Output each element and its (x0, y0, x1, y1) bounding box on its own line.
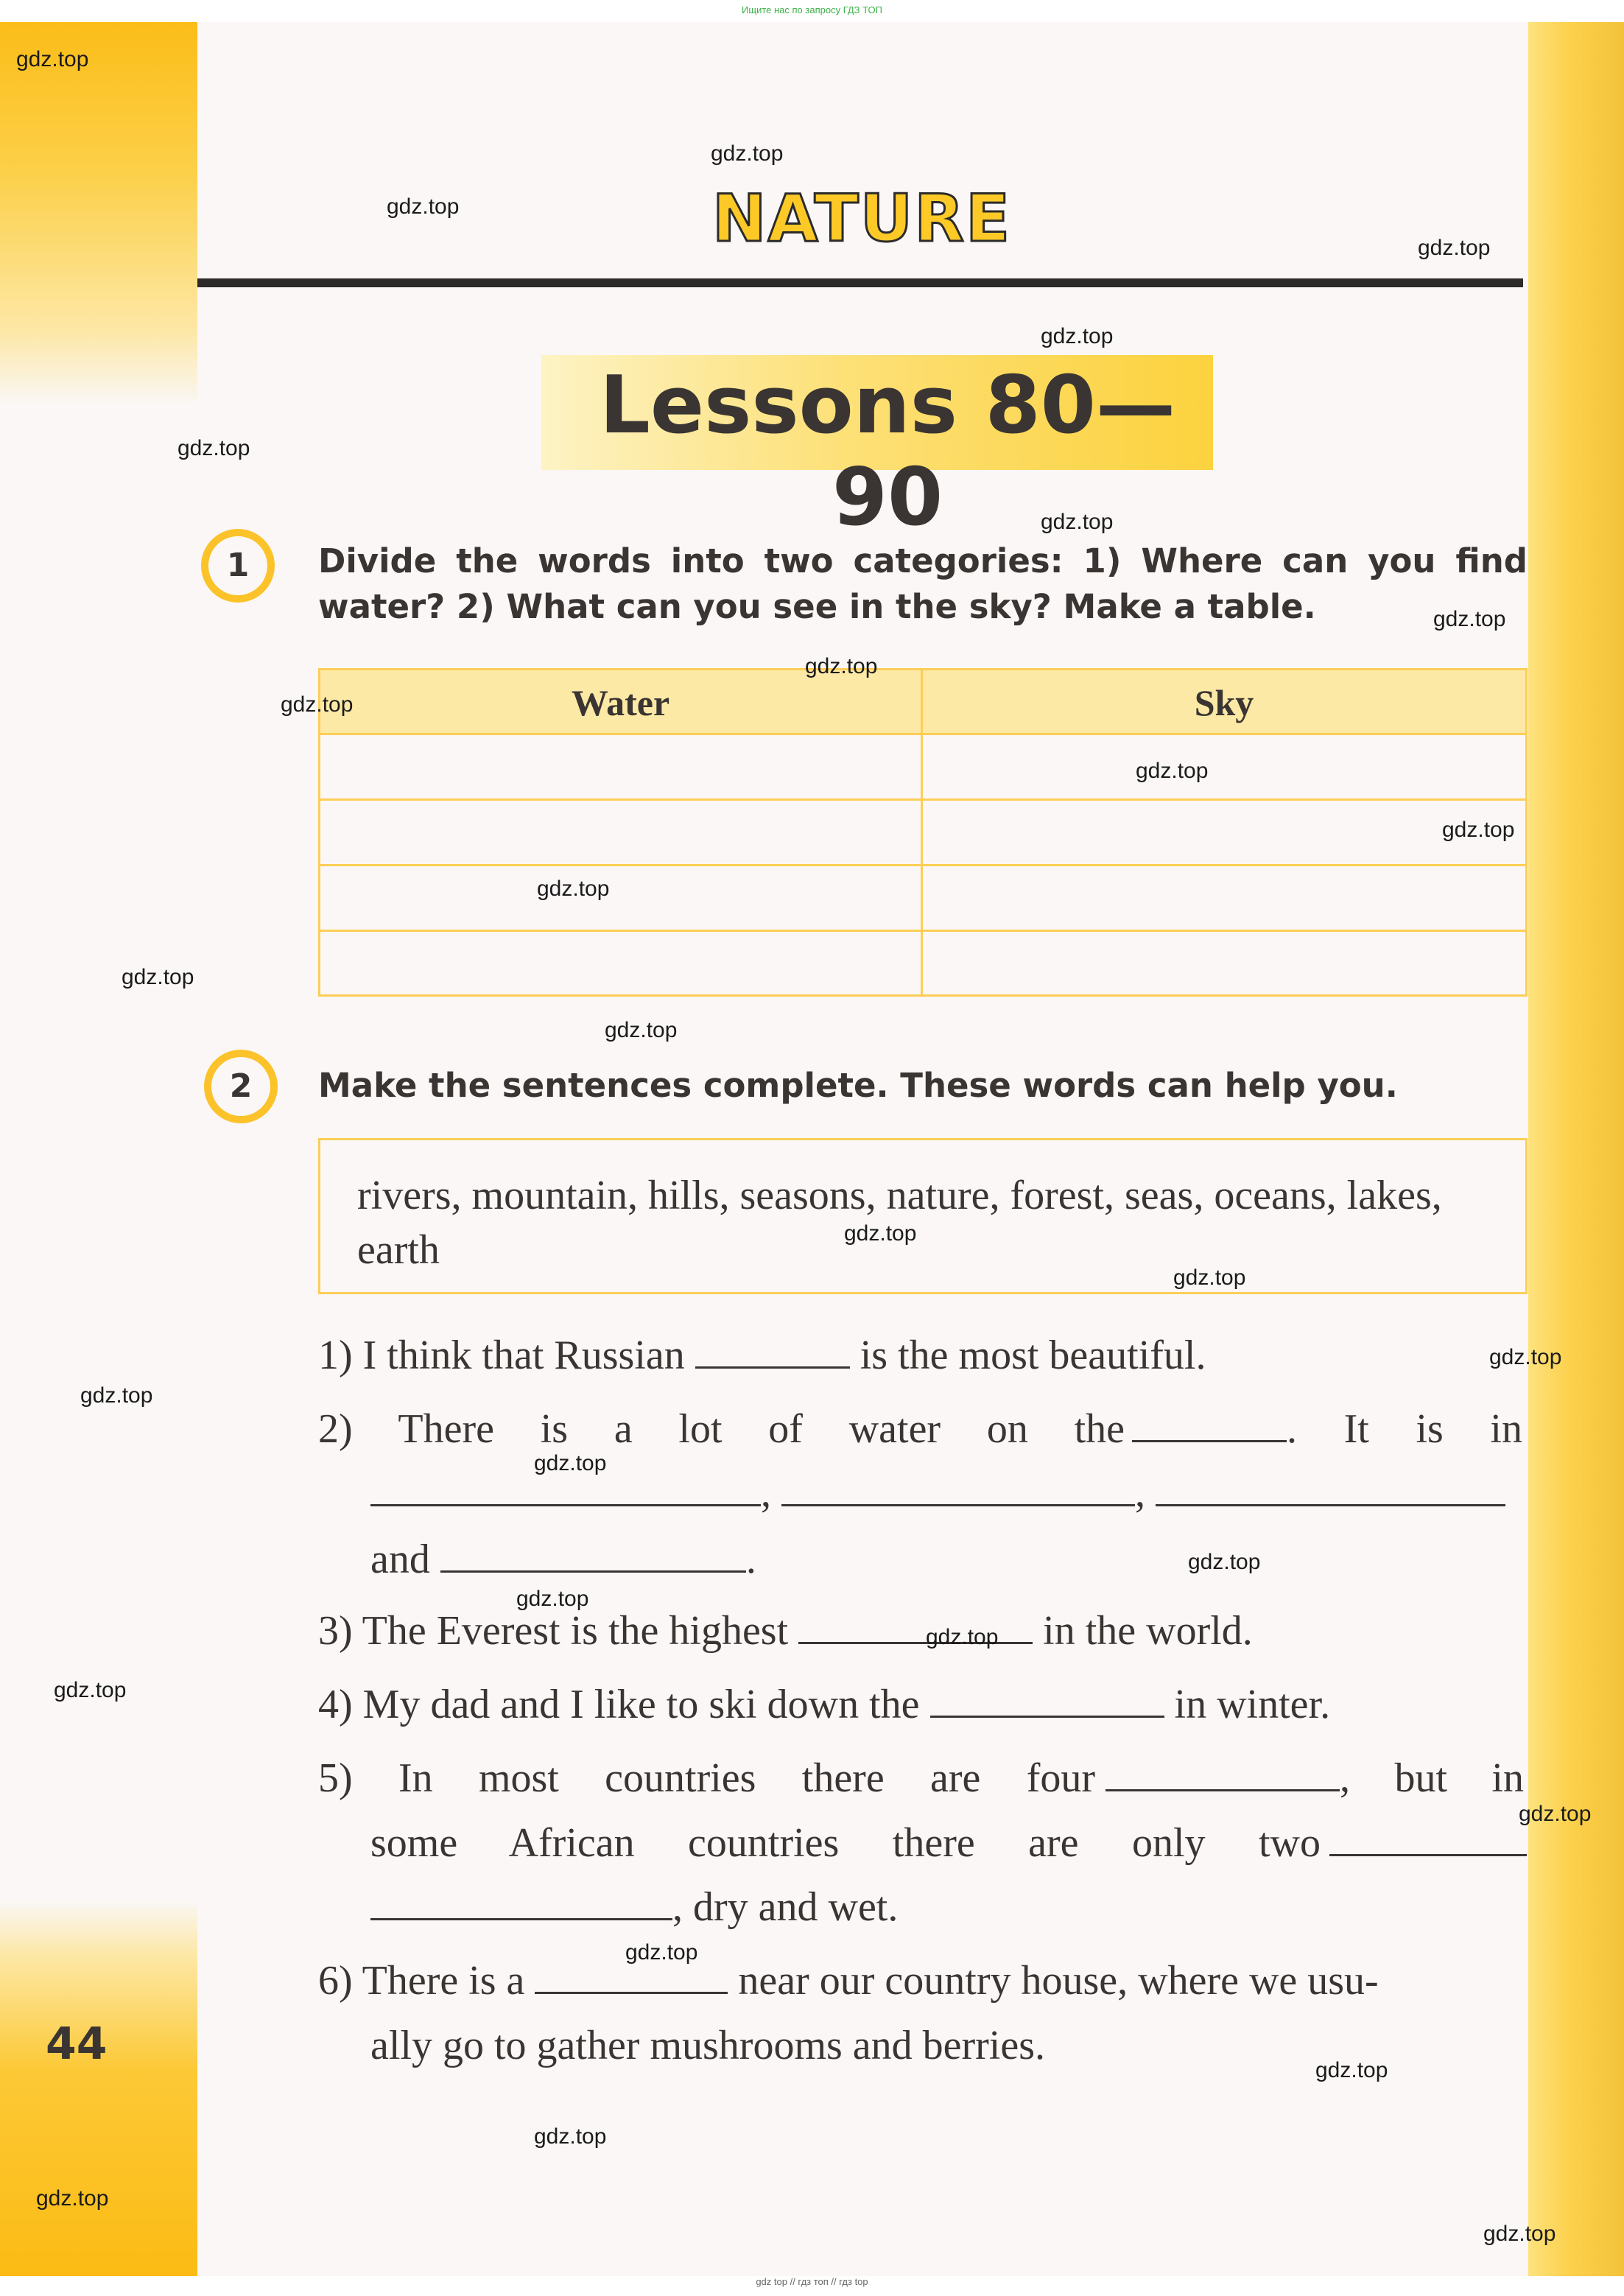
task1-instruction-line1: Divide the words into two categories: 1) Where can you find (318, 541, 1528, 580)
watermark: gdz.top (516, 1587, 589, 1611)
watermark: gdz.top (1173, 1265, 1246, 1290)
watermark: gdz.top (1519, 1802, 1592, 1826)
sentence-3-start: 3) The Everest is the highest (318, 1608, 789, 1654)
sentence-2-period: . (745, 1537, 756, 1582)
blank-field[interactable] (370, 1886, 672, 1920)
left-margin-bottom-decoration (0, 1900, 197, 2276)
watermark: gdz.top (534, 2124, 607, 2149)
sentence-3-end: in the world. (1043, 1608, 1253, 1654)
comma: , (1135, 1470, 1145, 1516)
watermark: gdz.top (1489, 1345, 1562, 1369)
sentence-2-and: and (370, 1537, 430, 1582)
sentence-2-last-line (370, 1536, 756, 1583)
watermark: gdz.top (605, 1018, 678, 1042)
watermark: gdz.top (1136, 759, 1209, 783)
watermark: gdz.top (36, 2186, 109, 2211)
sentence-5-line3 (370, 1884, 898, 1931)
table-cell[interactable] (320, 932, 923, 994)
section-divider (197, 278, 1523, 287)
comma: , (761, 1470, 771, 1516)
sentence-5-start: 5) In most countries there are four (318, 1755, 1095, 1801)
watermark: gdz.top (54, 1678, 127, 1702)
watermark: gdz.top (1433, 607, 1506, 631)
sentence-5-line2 (370, 1819, 1528, 1867)
watermark: gdz.top (711, 141, 784, 166)
water-sky-table (318, 668, 1528, 997)
word-bank-box: rivers, mountain, hills, seasons, nature, forest, seas, oceans, lakes, earth (318, 1138, 1528, 1294)
watermark: gdz.top (1418, 236, 1491, 260)
watermark: gdz.top (625, 1940, 698, 1965)
watermark: gdz.top (1041, 324, 1114, 348)
watermark: gdz.top (805, 654, 878, 678)
table-cell[interactable] (923, 866, 1525, 932)
blank-field[interactable] (440, 1538, 746, 1573)
watermark: gdz.top (534, 1451, 607, 1475)
table-header-sky: Sky (923, 670, 1525, 735)
watermark: gdz.top (926, 1625, 999, 1649)
task2-number-badge: 2 (204, 1050, 278, 1123)
sentence-2 (318, 1405, 1528, 1453)
watermark: gdz.top (122, 965, 194, 989)
table-cell[interactable] (320, 866, 923, 932)
sentence-5-mid: , but in (1340, 1755, 1524, 1801)
sentence-6 (318, 1957, 1528, 2004)
watermark: gdz.top (1315, 2058, 1388, 2082)
sentence-2-end: . It is in (1287, 1406, 1522, 1452)
sentence-2-start: 2) There is a lot of water on the (318, 1406, 1125, 1452)
watermark: gdz.top (1483, 2222, 1556, 2246)
watermark: gdz.top (844, 1221, 917, 1246)
sentence-5-end: , dry and wet. (672, 1884, 899, 1930)
top-search-hint: Ищите нас по запросу ГДЗ ТОП (742, 4, 882, 15)
blank-field[interactable] (1156, 1472, 1505, 1506)
watermark: gdz.top (80, 1383, 153, 1408)
table-cell[interactable] (320, 735, 923, 801)
sentence-1-end: is the most beautiful. (860, 1333, 1206, 1378)
task1-instruction-line2: water? 2) What can you see in the sky? Make a table. (318, 587, 1316, 626)
sentence-6-end: near our country house, where we usu- (738, 1958, 1379, 2004)
sentence-5-second-part: some African countries there are only two (370, 1820, 1321, 1866)
sentence-6-line2: ally go to gather mushrooms and berries. (370, 2023, 1046, 2068)
sentence-1 (318, 1332, 1206, 1379)
watermark: gdz.top (1188, 1550, 1261, 1574)
watermark: gdz.top (281, 692, 354, 717)
sentence-4-start: 4) My dad and I like to ski down the (318, 1682, 920, 1727)
watermark: gdz.top (1442, 818, 1515, 842)
watermark: gdz.top (537, 877, 610, 901)
table-cell[interactable] (923, 932, 1525, 994)
right-margin-decoration (1528, 22, 1624, 2276)
table-cell[interactable] (320, 801, 923, 866)
watermark: gdz.top (16, 47, 89, 71)
task2-instruction: Make the sentences complete. These words can help you. (318, 1066, 1398, 1105)
blank-field[interactable] (930, 1683, 1164, 1718)
sentence-5 (318, 1755, 1528, 1802)
bottom-footer-note: gdz top // гдз топ // гдз top (756, 2276, 868, 2287)
task1-number-badge: 1 (201, 529, 275, 603)
watermark: gdz.top (177, 436, 250, 460)
section-title: NATURE (711, 180, 1012, 256)
sentence-6-start: 6) There is a (318, 1958, 525, 2004)
sentence-2-blanks (370, 1470, 1528, 1517)
blank-field[interactable] (781, 1472, 1135, 1506)
table-header-water: Water (320, 670, 923, 735)
sentence-3 (318, 1607, 1253, 1654)
table-cell[interactable] (923, 735, 1525, 801)
lessons-title: Lessons 80—90 (600, 359, 1175, 544)
table-cell[interactable] (923, 801, 1525, 866)
sentence-4 (318, 1681, 1330, 1728)
watermark: gdz.top (387, 194, 460, 219)
blank-field[interactable] (370, 1472, 761, 1506)
page-number: 44 (46, 2018, 108, 2070)
sentence-1-start: 1) I think that Russian (318, 1333, 685, 1378)
watermark: gdz.top (1041, 510, 1114, 534)
blank-field[interactable] (1105, 1757, 1340, 1791)
sentence-4-end: in winter. (1174, 1682, 1331, 1727)
blank-field[interactable] (1329, 1822, 1527, 1856)
blank-field[interactable] (1132, 1408, 1287, 1442)
blank-field[interactable] (695, 1334, 850, 1369)
left-margin-top-decoration (0, 22, 197, 405)
